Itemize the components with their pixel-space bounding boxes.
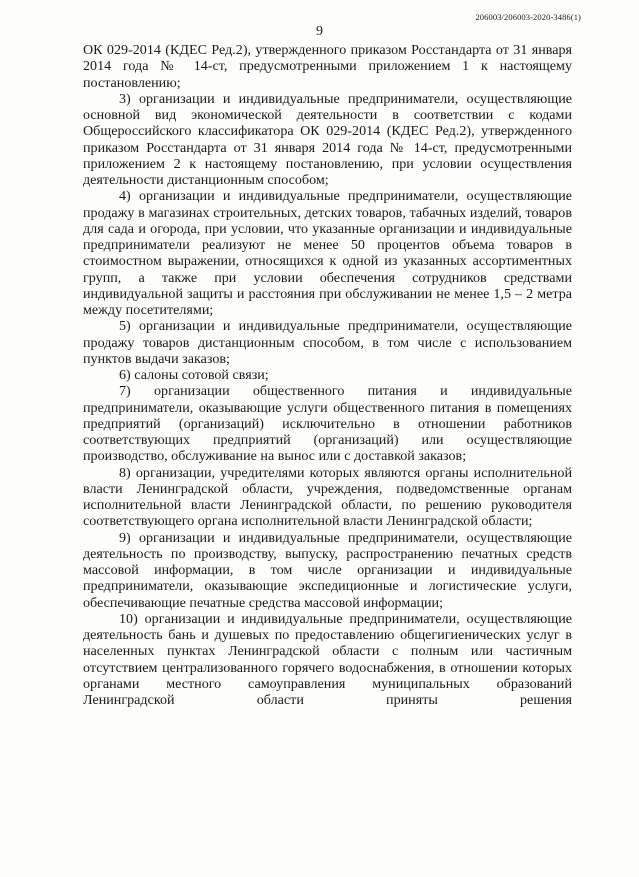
paragraph-item-5: 5) организации и индивидуальные предприниматели, осуществляющие продажу товаров дистанционным способом, в том числе с использованием пунктов выдачи заказов; [83,318,572,367]
paragraph-item-9: 9) организации и индивидуальные предприниматели, осуществляющие деятельность по производству, выпуску, распространению печатных средств массовой информации, в том числе организации и индивидуальные предприниматели, оказывающие экспедиционные и логистические услуги, обеспечивающие печатные средства массовой информации; [83,529,572,611]
paragraph-item-6: 6) салоны сотовой связи; [119,367,269,383]
paragraph-item-3: 3) организации и индивидуальные предприниматели, осуществляющие основной вид экономической деятельности в соответствии с кодами Общероссийского классификатора ОК 029-2014 (КДЕС Ред.2), утвержденного приказом Росстандарта от 31 января 2014 года № 14-ст, предусмотренными приложением 2 к настоящему постановлению, при условии осуществления деятельности дистанционным способом; [83,90,572,188]
paragraph-item-4: 4) организации и индивидуальные предприниматели, осуществляющие продажу в магазинах строительных, детских товаров, табачных изделий, товаров для сада и огорода, при условии, что указанные организации и индивидуальные предприниматели реализуют не менее 50 процентов объема товаров в стоимостном выражении, относящихся к одной из указанных ассортиментных групп, а также при условии обеспечения сотрудников средствами индивидуальной защиты и расстояния при обслуживании не менее 1,5 – 2 метра между посетителями; [83,188,572,318]
paragraph-item-7: 7) организации общественного питания и индивидуальные предприниматели, оказывающие услуги общественного питания в помещениях предприятий (организаций) исключительно в отношении работников соответствующих предприятий (организаций) или осуществляющие производство, обслуживание на вынос или с доставкой заказов; [83,383,572,465]
document-id: 206003/206003-2020-3486(1) [475,12,581,22]
page-number: 9 [316,24,323,39]
paragraph-item-8: 8) организации, учредителями которых являются органы исполнительной власти Ленинградской области, учреждения, подведомственные органам исполнительной власти Ленинградской области, по решению руководителя соответствующего органа исполнительной власти Ленинградской области; [83,464,572,530]
document-body [83,42,572,708]
paragraph-continuation: ОК 029-2014 (КДЕС Ред.2), утвержденного приказом Росстандарта от 31 января 2014 года № 14-ст, предусмотренными приложением 1 к настоящему постановлению; [83,42,572,91]
paragraph-item-10: 10) организации и индивидуальные предприниматели, осуществляющие деятельность бань и душевых по предоставлению общегигиенических услуг в населенных пунктах Ленинградской области с полным или частичным отсутствием централизованного горячего водоснабжения, в отношении которых органами местного самоуправления муниципальных образований Ленинградской области приняты решения [83,610,572,708]
